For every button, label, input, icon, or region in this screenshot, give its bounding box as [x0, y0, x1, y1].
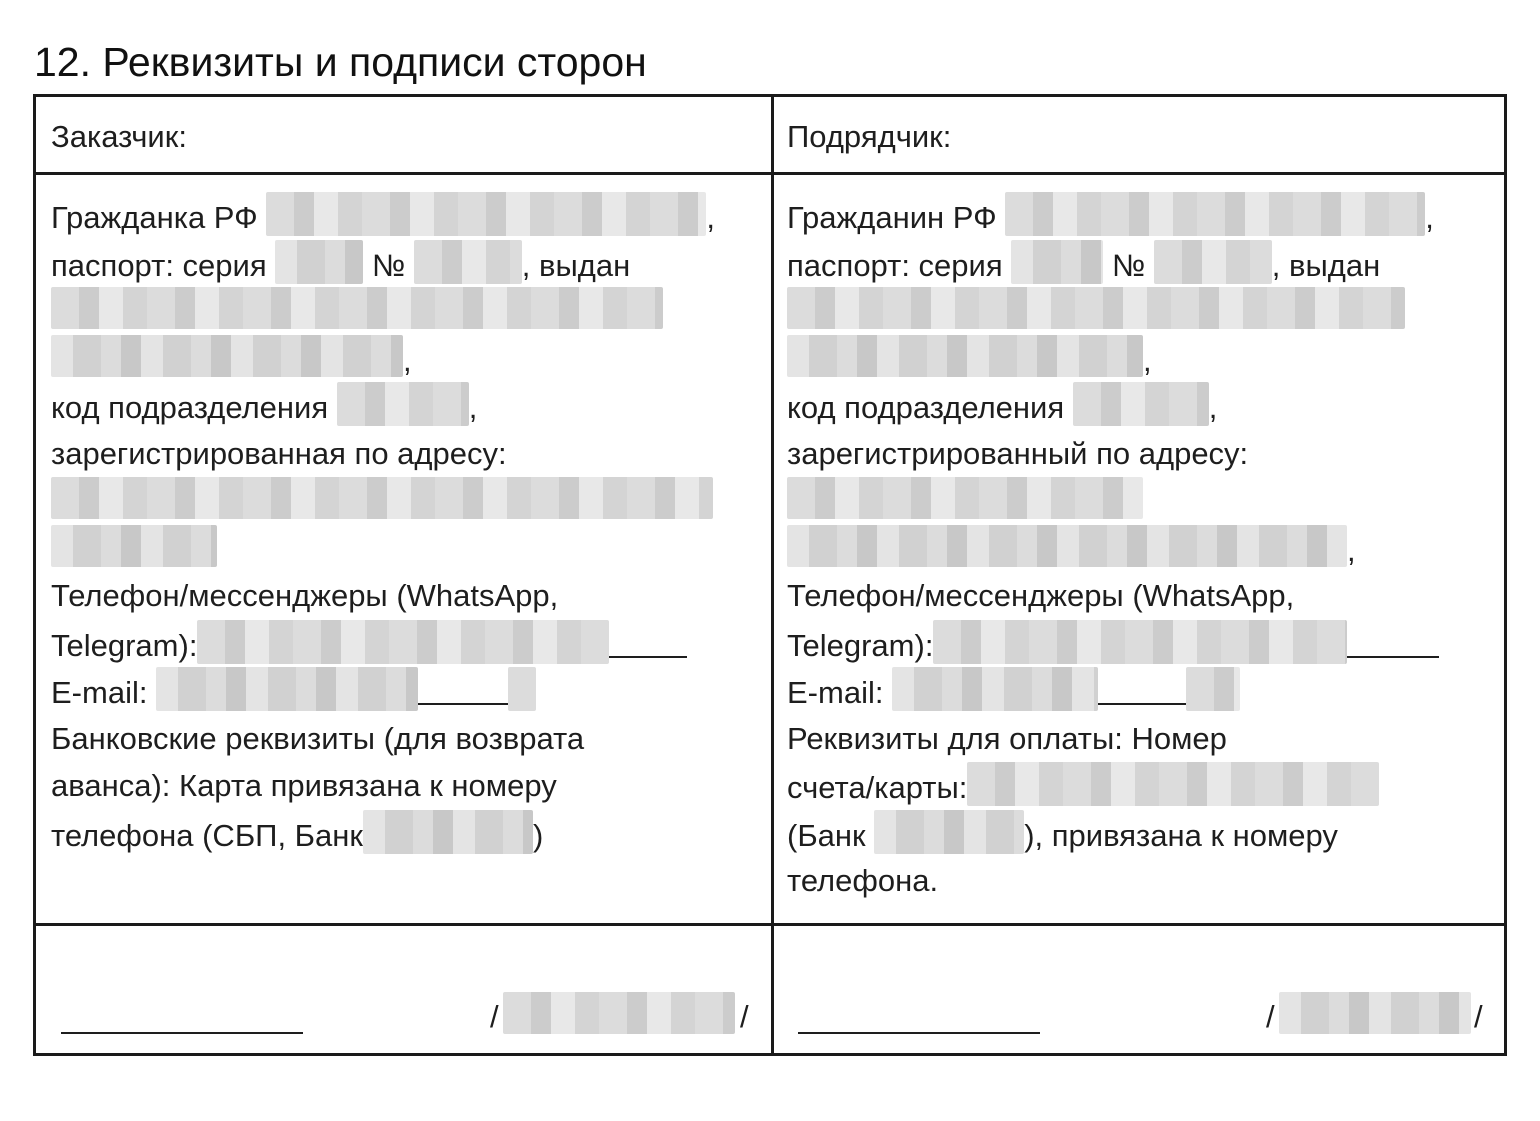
redacted-subdivision-code — [337, 382, 469, 426]
customer-citizen-label: Гражданка РФ — [51, 200, 258, 235]
issued-label: , выдан — [521, 247, 631, 283]
customer-signature-line — [61, 1032, 303, 1034]
redacted-issuer — [787, 287, 1405, 329]
registered-label: зарегистрированный по адресу: — [787, 435, 1249, 471]
customer-phone-line-1 — [51, 572, 751, 620]
redacted-phone — [933, 620, 1347, 664]
redacted-email — [508, 667, 536, 711]
redacted-customer-signature-name — [503, 992, 735, 1034]
customer-email-line — [51, 667, 751, 715]
comma: , — [1425, 200, 1434, 235]
customer-registered-line — [51, 430, 751, 478]
comma: , — [1143, 342, 1152, 378]
comma: , — [1347, 532, 1356, 568]
header-divider — [36, 172, 1504, 175]
redacted-issuer-line-1 — [787, 287, 1487, 335]
redacted-address-line-2 — [787, 525, 1487, 573]
redacted-issuer-line-2 — [51, 335, 751, 383]
redacted-address — [787, 477, 1143, 519]
customer-citizen-line — [51, 192, 751, 240]
email-label: E-mail: — [787, 675, 884, 710]
issued-label: , выдан — [1271, 247, 1381, 283]
bank-label: Банковские реквизиты (для возврата — [51, 720, 585, 756]
contractor-payment-line-2 — [787, 762, 1487, 810]
contractor-subdivision-line — [787, 382, 1487, 430]
column-divider — [771, 97, 774, 1053]
contractor-payment-line-4 — [787, 857, 1487, 905]
payment-label: Реквизиты для оплаты: Номер — [787, 720, 1227, 756]
redacted-issuer-line-2 — [787, 335, 1487, 383]
contractor-details — [787, 192, 1487, 905]
payment-label-cont: счета/карты: — [787, 770, 968, 805]
redacted-email — [892, 667, 1098, 711]
phone-label-cont: Telegram): — [51, 627, 198, 663]
number-sign: № — [371, 247, 406, 283]
contractor-payment-line-1 — [787, 715, 1487, 763]
redacted-issuer — [787, 335, 1143, 377]
redacted-email — [1186, 667, 1240, 711]
redacted-bank-name — [874, 810, 1024, 854]
comma: , — [1208, 390, 1218, 425]
redacted-address-line-1 — [787, 477, 1487, 525]
slash: / — [490, 999, 499, 1034]
comma: , — [468, 390, 478, 425]
requisites-table — [33, 94, 1507, 1056]
bank-label-cont: аванса): Карта привязана к номеру — [51, 768, 557, 803]
subdivision-label: код подразделения — [787, 390, 1065, 425]
redacted-address-line-2 — [51, 525, 751, 573]
redacted-bank-name — [363, 810, 533, 854]
fill-line — [609, 626, 687, 658]
redacted-passport-number — [414, 240, 522, 284]
redacted-address — [787, 525, 1347, 567]
contractor-email-line — [787, 667, 1487, 715]
customer-phone-line-2 — [51, 620, 751, 668]
redacted-contractor-signature-name — [1279, 992, 1471, 1034]
comma: , — [403, 342, 412, 378]
contractor-payment-line-3 — [787, 810, 1487, 858]
phone-label-cont: Telegram): — [787, 627, 934, 663]
redacted-address — [51, 525, 217, 567]
passport-series-label: паспорт: серия — [787, 247, 1003, 283]
slash: / — [1474, 999, 1483, 1034]
redacted-issuer — [51, 335, 403, 377]
section-title: 12. Реквизиты и подписи сторон — [34, 39, 647, 85]
redacted-phone — [197, 620, 609, 664]
customer-bank-line-2 — [51, 762, 751, 810]
bank-label-cont: телефона (СБП, Банк — [51, 817, 363, 853]
contractor-citizen-line — [787, 192, 1487, 240]
redacted-issuer — [51, 287, 663, 329]
contractor-phone-line-2 — [787, 620, 1487, 668]
customer-passport-line — [51, 240, 751, 288]
fill-line — [418, 673, 508, 705]
contractor-registered-line — [787, 430, 1487, 478]
redacted-account-number — [967, 762, 1379, 806]
redacted-name — [266, 192, 706, 236]
signature-divider — [36, 923, 1504, 926]
payment-label-end: телефона. — [787, 863, 939, 898]
phone-label: Телефон/мессенджеры (WhatsApp, — [51, 578, 559, 613]
customer-subdivision-line — [51, 382, 751, 430]
redacted-passport-number — [1154, 240, 1272, 284]
contractor-citizen-label: Гражданин РФ — [787, 200, 997, 235]
customer-bank-line-3 — [51, 810, 751, 858]
redacted-issuer-line-1 — [51, 287, 751, 335]
redacted-subdivision-code — [1073, 382, 1209, 426]
passport-series-label: паспорт: серия — [51, 247, 267, 283]
number-sign: № — [1111, 247, 1146, 283]
customer-bank-line-1 — [51, 715, 751, 763]
contractor-passport-line — [787, 240, 1487, 288]
customer-details — [51, 192, 751, 857]
fill-line — [1347, 626, 1439, 658]
customer-header: Заказчик: — [51, 119, 187, 154]
fill-line — [1098, 673, 1186, 705]
redacted-name — [1005, 192, 1425, 236]
payment-bank-close: ), привязана к номеру — [1024, 817, 1338, 853]
redacted-passport-series — [1011, 240, 1103, 284]
bank-close: ) — [532, 817, 544, 853]
contractor-phone-line-1 — [787, 572, 1487, 620]
phone-label: Телефон/мессенджеры (WhatsApp, — [787, 578, 1295, 613]
comma: , — [706, 200, 715, 235]
slash: / — [740, 999, 749, 1034]
redacted-address — [51, 477, 713, 519]
redacted-passport-series — [275, 240, 363, 284]
redacted-email — [156, 667, 418, 711]
payment-bank-open: (Банк — [787, 817, 866, 853]
registered-label: зарегистрированная по адресу: — [51, 435, 507, 471]
contractor-signature-line — [798, 1032, 1040, 1034]
email-label: E-mail: — [51, 675, 148, 710]
subdivision-label: код подразделения — [51, 390, 329, 425]
slash: / — [1266, 999, 1275, 1034]
contractor-header: Подрядчик: — [787, 119, 952, 154]
redacted-address-line-1 — [51, 477, 751, 525]
